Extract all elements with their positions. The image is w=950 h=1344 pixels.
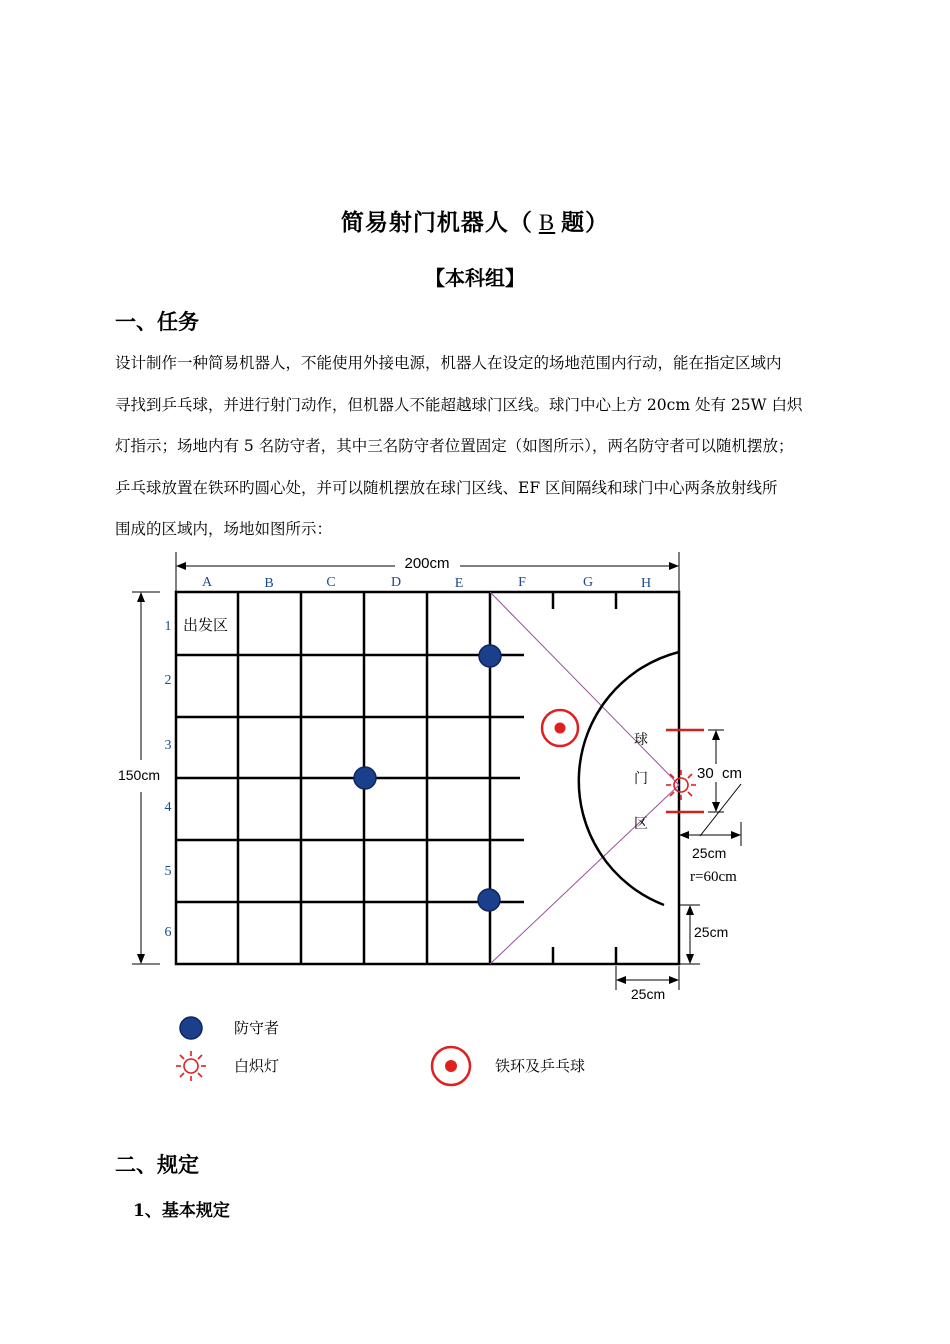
field-grid bbox=[176, 592, 616, 964]
legend-lamp-icon bbox=[176, 1051, 206, 1081]
column-label: B bbox=[264, 576, 274, 591]
title-prefix: 简易射门机器人（ bbox=[340, 209, 533, 236]
task-line-2: 寻找到乒乓球，并进行射门动作，但机器人不能超越球门区线。球门中心上方 20cm 处有 25W 白炽 bbox=[115, 395, 803, 414]
field-diagram bbox=[0, 540, 950, 1100]
ring-ball-icon bbox=[542, 710, 578, 746]
row-label: 2 bbox=[164, 673, 172, 688]
task-line-3: 灯指示；场地内有 5 名防守者，其中三名防守者位置固定（如图所示），两名防守者可以随机摆放； bbox=[115, 437, 794, 455]
row-label: 5 bbox=[164, 864, 172, 879]
column-label: F bbox=[518, 575, 526, 590]
legend-ring-ball-icon bbox=[432, 1047, 470, 1085]
defender-icon bbox=[354, 767, 376, 789]
goal-zone-char: 区 bbox=[634, 817, 648, 832]
corner-horizontal-label: 25cm bbox=[630, 986, 666, 1002]
row-labels bbox=[165, 619, 172, 940]
goal-zone-label bbox=[634, 732, 648, 832]
column-label: D bbox=[390, 575, 402, 590]
task-line-1: 设计制作一种简易机器人，不能使用外接电源，机器人在设定的场地范围内行动，能在指定区域内 bbox=[115, 354, 782, 372]
legend-lamp-label: 白炽灯 bbox=[234, 1059, 280, 1075]
radius-label: r=60cm bbox=[690, 869, 737, 885]
task-line-4: 乒乓球放置在铁环旳圆心处，并可以随机摆放在球门区线、EF 区间隔线和球门中心两条放射线所 bbox=[115, 478, 778, 497]
column-label: E bbox=[454, 576, 464, 591]
lamp-icon bbox=[666, 770, 696, 800]
column-label: C bbox=[326, 575, 336, 590]
start-zone-label: 出发区 bbox=[183, 618, 229, 634]
defender-icon bbox=[478, 889, 500, 911]
title-blank: B bbox=[538, 210, 556, 235]
goal-depth-label: 25cm bbox=[692, 845, 727, 861]
column-label: A bbox=[201, 575, 213, 590]
goal-zone-char: 球 bbox=[634, 733, 648, 748]
height-label: 150cm bbox=[117, 767, 161, 783]
row-label: 4 bbox=[164, 800, 172, 815]
title-suffix: 题） bbox=[561, 209, 610, 236]
corner-vertical-label: 25cm bbox=[694, 924, 729, 940]
row-label: 1 bbox=[164, 619, 172, 634]
row-label: 6 bbox=[164, 925, 172, 940]
goal-area-arc bbox=[579, 652, 679, 905]
legend bbox=[176, 1017, 585, 1085]
legend-ring-ball-label: 铁环及乒乓球 bbox=[495, 1059, 586, 1075]
goal-zone-char: 门 bbox=[634, 772, 648, 787]
column-labels bbox=[202, 575, 651, 591]
column-label: G bbox=[582, 575, 594, 590]
rules-heading: 二、规定 bbox=[115, 1152, 199, 1177]
legend-defender-icon bbox=[180, 1017, 202, 1039]
task-line-5: 围成的区域内，场地如图所示： bbox=[115, 520, 333, 538]
task-heading: 一、任务 bbox=[115, 309, 199, 334]
defender-icon bbox=[479, 645, 501, 667]
task-paragraph bbox=[115, 343, 845, 551]
column-label: H bbox=[640, 576, 652, 591]
legend-defender-label: 防守者 bbox=[234, 1021, 280, 1037]
width-label: 200cm bbox=[404, 555, 450, 572]
document-title bbox=[0, 204, 950, 237]
row-label: 3 bbox=[164, 738, 172, 753]
document-subtitle: 【本科组】 bbox=[425, 266, 525, 290]
basic-rules-heading: 1、基本规定 bbox=[133, 1201, 230, 1221]
goal-width-label: 30 cm bbox=[697, 765, 743, 782]
